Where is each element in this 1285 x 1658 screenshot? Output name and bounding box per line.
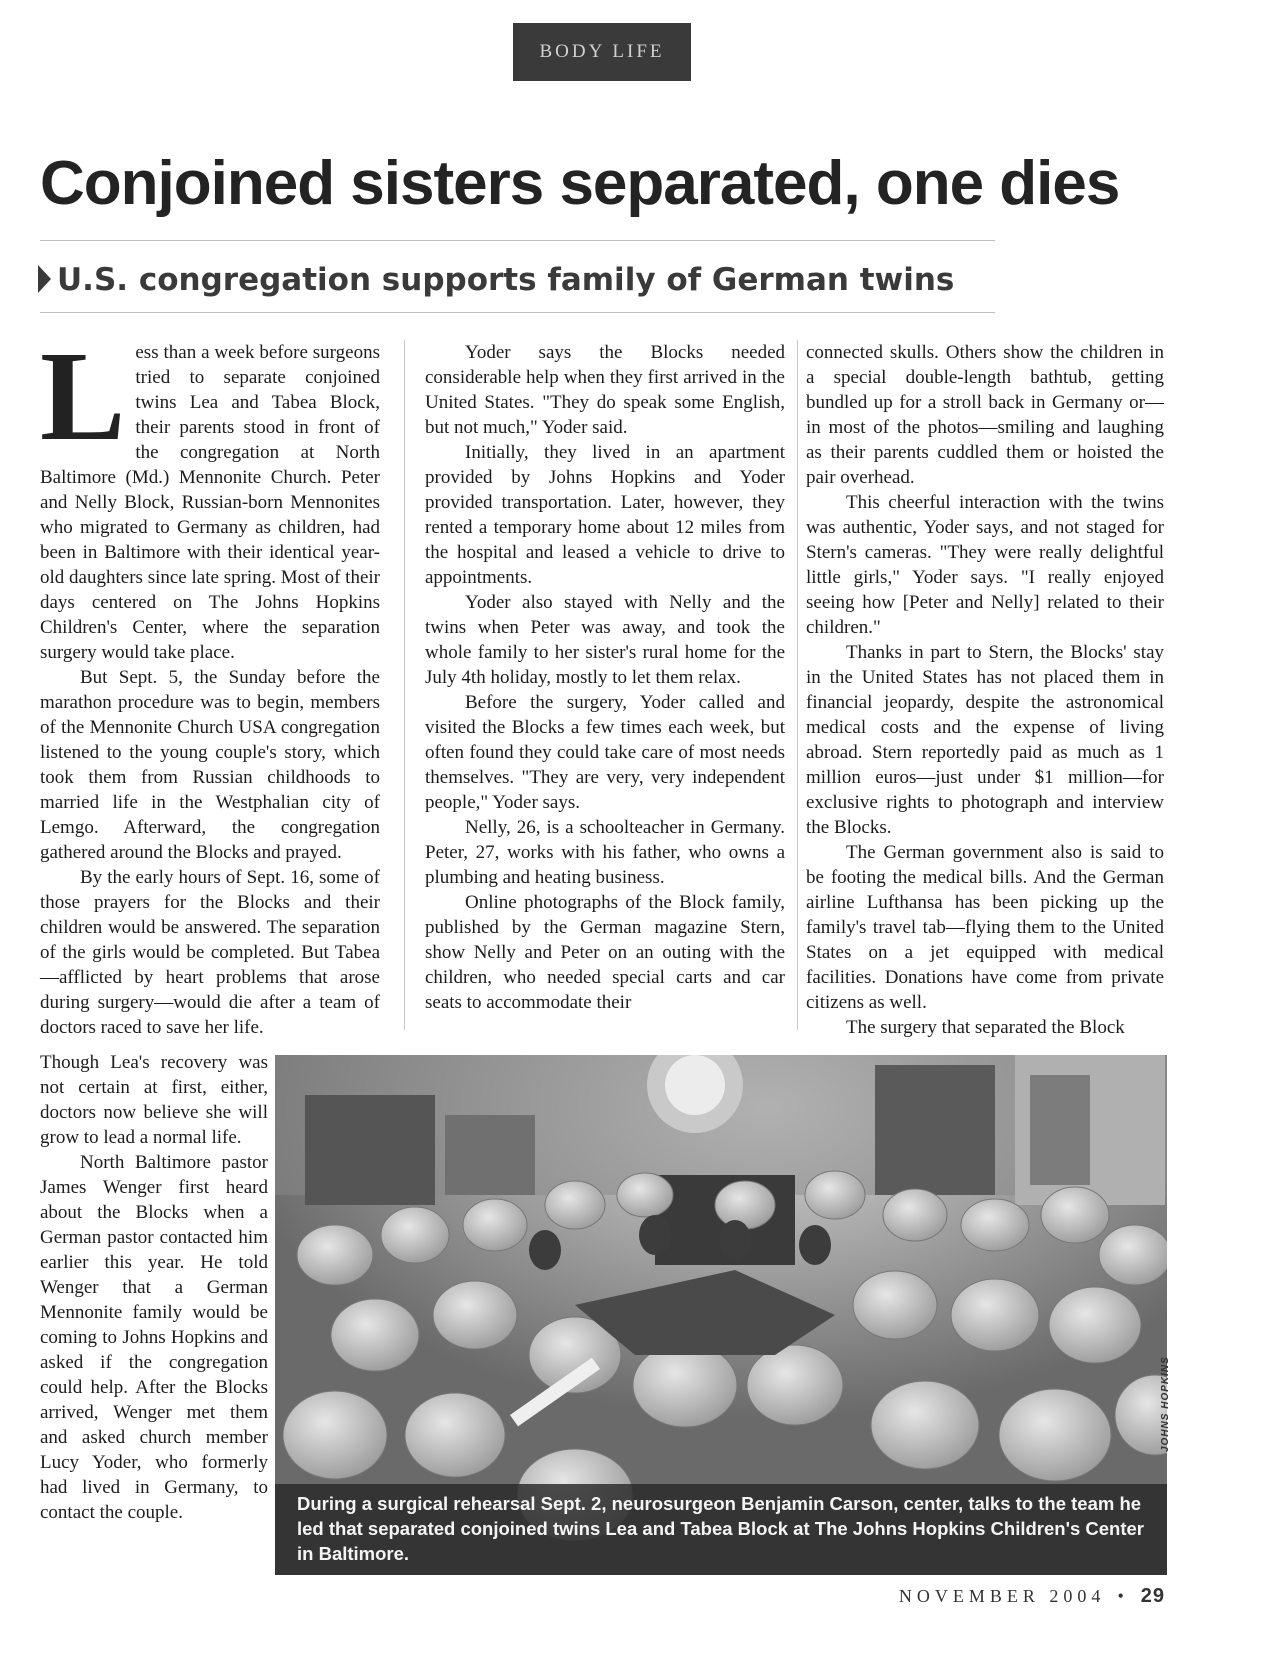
paragraph: The German government also is said to be footing the medical bills. And the German airline Lufthansa has been picking up the family's travel tab—flying them to the United States on a jet equipped with medical facilities. Donations have come from private citizens as well.: [806, 842, 1164, 1013]
page-footer: [899, 1585, 1165, 1608]
page-number: 29: [1140, 1585, 1165, 1607]
paragraph: North Baltimore pastor James Wenger first heard about the Blocks when a German pastor contacted him earlier this year. He told Wenger that a German Mennonite family would be coming to Johns Hopkins and asked if the congregation could help. After the Blocks arrived, Wenger met them and asked church member Lucy Yoder, who formerly had lived in Germany, to contact the couple.: [40, 1152, 268, 1523]
column-divider: [797, 340, 798, 1030]
paragraph: Before the surgery, Yoder called and visited the Blocks a few times each week, but often found they could take care of most needs themselves. "They are very, very independent people," Yoder says.: [425, 692, 785, 813]
paragraph: Less than a week before surgeons tried to separate conjoined twins Lea and Tabea Block, their parents stood in front of the congregation at North Baltimore (Md.) Mennonite Church. Peter and Nelly Block, Russian-born Mennonites who migrated to Germany as children, had been in Baltimore with their identical year-old daughters since late spring. Most of their days centered on The Johns Hopkins Children's Center, where the separation surgery would take place.: [40, 325, 380, 663]
paragraph: By the early hours of Sept. 16, some of those prayers for the Blocks and their children would be answered. The separation of the girls would be completed. But Tabea—afflicted by heart problems that arose during surgery—would die after a team of doctors raced to save her life.: [40, 867, 380, 1038]
paragraph: The surgery that separated the Block: [846, 1017, 1125, 1038]
issue-date: NOVEMBER 2004: [898, 1586, 1106, 1606]
article-column-2: [425, 340, 785, 1015]
paragraph: Initially, they lived in an apartment provided by Johns Hopkins and Yoder provided transportation. Later, however, they rented a temporary home about 12 miles from the hospital and leased a vehicle to drive to appointments.: [425, 442, 785, 588]
paragraph: Yoder also stayed with Nelly and the twins when Peter was away, and took the whole family to her sister's rural home for the July 4th holiday, mostly to let them relax.: [425, 592, 785, 688]
photo-caption: During a surgical rehearsal Sept. 2, neurosurgeon Benjamin Carson, center, talks to the team he led that separated conjoined twins Lea and Tabea Block at The Johns Hopkins Children's Center in Baltimore.: [275, 1484, 1167, 1575]
headline-rule: [40, 240, 995, 241]
photo-credit: JOHNS HOPKINS: [1160, 1356, 1171, 1452]
column-divider: [404, 340, 405, 1030]
headline: Conjoined sisters separated, one dies: [40, 149, 1120, 218]
paragraph: Online photographs of the Block family, published by the German magazine Stern, show Nelly and Peter on an outing with the children, who needed special carts and car seats to accommodate their: [425, 892, 785, 1013]
article-column-1: [40, 325, 380, 1040]
article-column-3: [806, 340, 1164, 1040]
arrow-icon: [38, 265, 51, 293]
paragraph: Nelly, 26, is a schoolteacher in Germany. Peter, 27, works with his father, who owns a plumbing and heating business.: [425, 817, 785, 888]
paragraph: Though Lea's recovery was not certain at first, either, doctors now believe she will grow to lead a normal life.: [40, 1052, 268, 1148]
paragraph: Thanks in part to Stern, the Blocks' stay in the United States has not placed them in financial jeopardy, despite the astronomical medical costs and the expense of living abroad. Stern reportedly paid as much as 1 million euros—just under $1 million—for exclusive rights to photograph and interview the Blocks.: [806, 642, 1164, 838]
deck-text: U.S. congregation supports family of German twins: [57, 262, 955, 298]
paragraph: connected skulls. Others show the children in a special double-length bathtub, getting bundled up for a stroll back in Germany or—in most of the photos—smiling and laughing as their parents cuddled them or hoisted the pair overhead.: [806, 342, 1164, 488]
section-label: BODY LIFE: [513, 23, 691, 81]
surgical-rehearsal-photo: [275, 1055, 1167, 1575]
bullet-separator: •: [1117, 1586, 1129, 1606]
paragraph: Yoder says the Blocks needed considerable help when they first arrived in the United States. "They do speak some English, but not much," Yoder said.: [425, 342, 785, 438]
paragraph: But Sept. 5, the Sunday before the marathon procedure was to begin, members of the Mennonite Church USA congregation listened to the young couple's story, which took them from Russian childhoods to married life in the Westphalian city of Lemgo. Afterward, the congregation gathered around the Blocks and prayed.: [40, 667, 380, 863]
article-column-1-continued: [40, 1050, 268, 1525]
drop-cap: L: [40, 325, 126, 467]
deck: [38, 262, 954, 298]
paragraph: This cheerful interaction with the twins was authentic, Yoder says, and not staged for Stern's cameras. "They were really delightful little girls," Yoder says. "I really enjoyed seeing how [Peter and Nelly] related to their children.": [806, 492, 1164, 638]
deck-rule: [40, 312, 995, 313]
